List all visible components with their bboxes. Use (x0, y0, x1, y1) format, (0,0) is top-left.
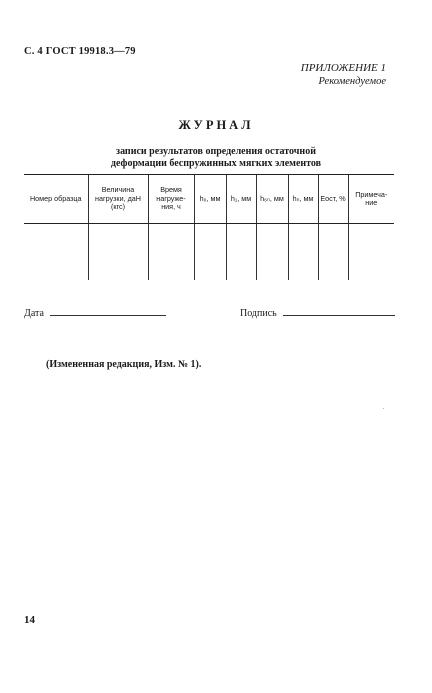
date-field (24, 308, 166, 319)
signature-line (283, 314, 395, 316)
journal-subtitle (0, 146, 432, 170)
table-cell (148, 224, 194, 281)
column-header-h0: h₀, мм (194, 175, 226, 224)
appendix-block (301, 62, 386, 88)
signature-label: Подпись (240, 308, 277, 319)
column-header-h6n: h₆ₙ, мм (256, 175, 288, 224)
journal-subtitle-line-1: записи результатов определения остаточной (116, 146, 316, 157)
column-header-load: Величина нагрузки, даН (кгс) (88, 175, 148, 224)
column-header-e-ost: Eост, % (318, 175, 348, 224)
signature-field (240, 308, 395, 319)
appendix-subtitle: Рекомендуемое (318, 76, 386, 87)
revision-note: (Измененная редакция, Изм. № 1). (46, 359, 202, 370)
table-header-row (24, 175, 394, 224)
column-header-h1: h₁, мм (226, 175, 256, 224)
appendix-title: ПРИЛОЖЕНИЕ 1 (300, 62, 386, 74)
journal-subtitle-line-2: деформации беспружинных мягких элементов (110, 158, 322, 169)
journal-table (24, 174, 394, 280)
page-number: 14 (24, 614, 35, 626)
table-cell (288, 224, 318, 281)
table-row (24, 224, 394, 281)
date-line (50, 314, 166, 316)
table-cell (88, 224, 148, 281)
date-label: Дата (24, 308, 44, 319)
column-header-sample-number: Номер образца (24, 175, 88, 224)
table-cell (194, 224, 226, 281)
scan-speck (383, 408, 384, 409)
journal-title: ЖУРНАЛ (178, 118, 254, 132)
table-cell (256, 224, 288, 281)
column-header-note: Примеча-ние (348, 175, 394, 224)
table-cell (226, 224, 256, 281)
column-header-hn: hₙ, мм (288, 175, 318, 224)
table-cell (348, 224, 394, 281)
table-cell (318, 224, 348, 281)
column-header-loading-time: Время нагруже-ния, ч (148, 175, 194, 224)
document-header: С. 4 ГОСТ 19918.3—79 (24, 46, 136, 57)
table-cell (24, 224, 88, 281)
